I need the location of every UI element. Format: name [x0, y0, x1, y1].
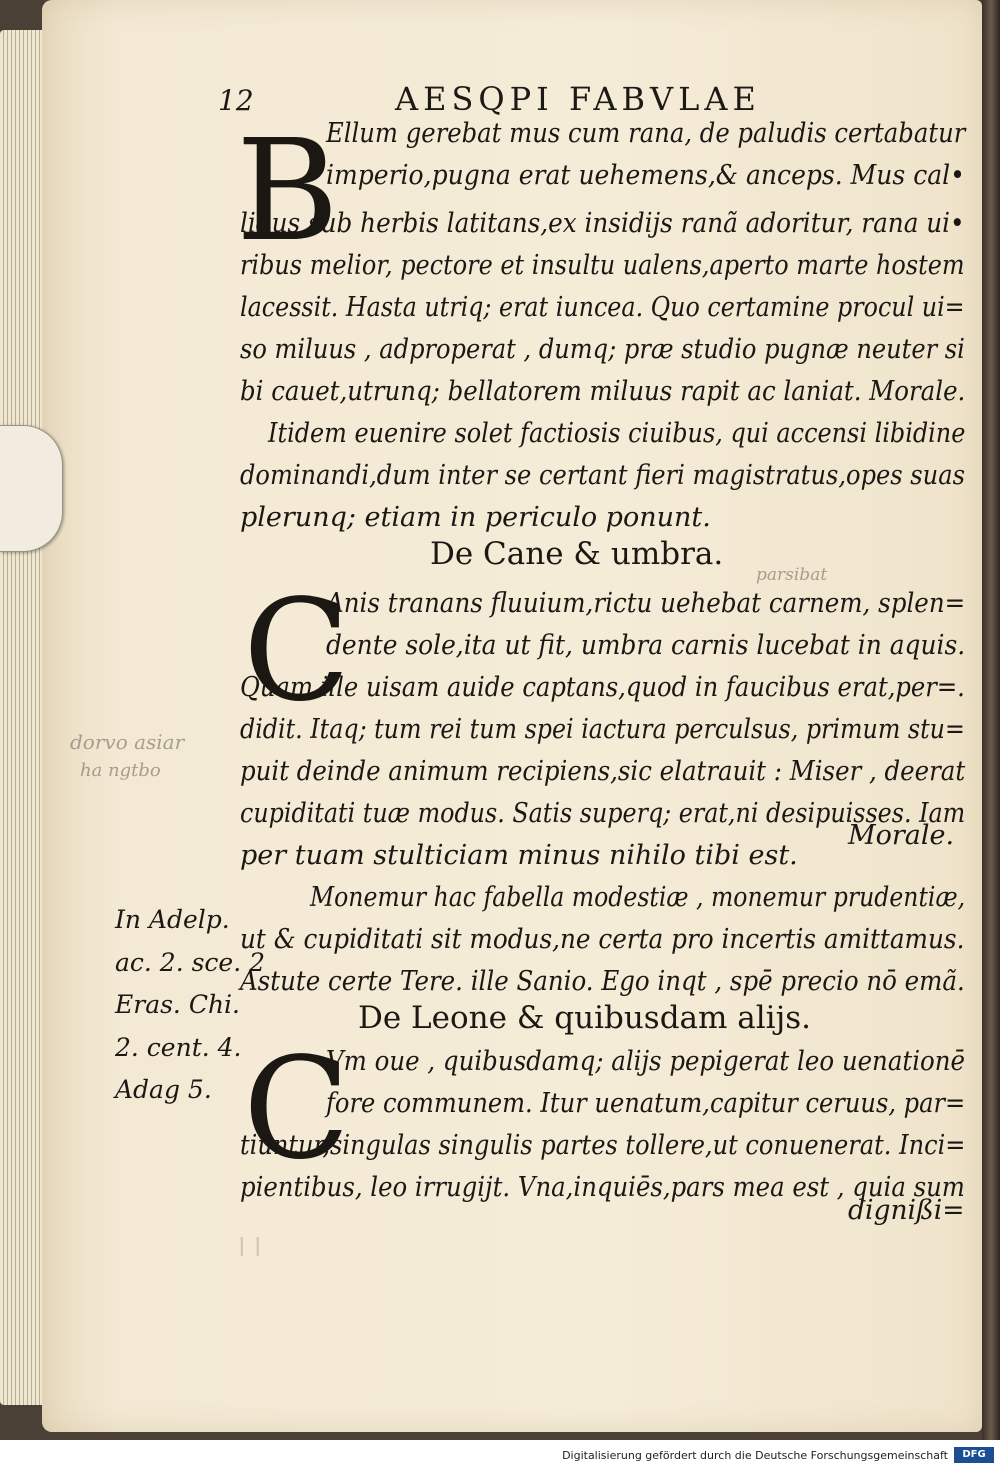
fable1-line-4: ribus melior, pectore et insultu ualens,aperto marte hostem — [240, 250, 965, 281]
fable2-drop-cap: C — [243, 570, 351, 733]
fable3-line-1: Vm oue , quibusdamq; alijs pepigerat leo uenationē — [326, 1046, 966, 1077]
fable2-line-3: Quam ille uisam auide captans,quod in faucibus erat,per=. — [240, 672, 965, 703]
fable1-line-6: so miluus , adproperat , dumq; præ studio pugnæ neuter si — [240, 334, 965, 365]
fable1-line-3: lidus sub herbis latitans,ex insidijs ranã adoritur, rana ui• — [240, 208, 965, 239]
fable3-line-2: fore communem. Itur uenatum,capitur ceruus, par= — [326, 1088, 966, 1119]
fable3-drop-cap: C — [243, 1028, 351, 1191]
book-spine — [982, 0, 1000, 1440]
fable2-line-10: Astute certe Tere. ille Sanio. Ego inqt , spē precio nō emã. — [240, 966, 965, 997]
page-number: 12 — [218, 84, 254, 117]
fable1-line-2: imperio,pugna erat uehemens,& anceps. Mus cal• — [326, 160, 965, 191]
handwritten-note-margin-1: dorvo asiar — [70, 730, 185, 754]
marginal-note-3: Eras. Chi. — [115, 990, 240, 1019]
fable3-line-4: pientibus, leo irrugijt. Vna,inquiēs,pars mea est , quia sum — [240, 1172, 965, 1203]
fable1-line-8: Itidem euenire solet factiosis ciuibus, qui accensi libidine — [268, 418, 966, 449]
page-tab-marker — [0, 425, 63, 552]
fable1-line-7: bi cauet,utrunq; bellatorem miluus rapit ac laniat. Morale. — [240, 376, 966, 407]
fable3-catchword: dignißi= — [848, 1195, 965, 1226]
marginal-note-5: Adag 5. — [115, 1075, 212, 1104]
footer-bar — [0, 1440, 1000, 1471]
fable1-drop-cap: B — [236, 110, 339, 273]
marginal-note-4: 2. cent. 4. — [115, 1033, 242, 1062]
fable1-line-9: dominandi,dum inter se certant fieri magistratus,opes suas — [240, 460, 965, 491]
running-head: AESQPI FABVLAE — [395, 80, 761, 118]
fable3-title: De Leone & quibusdam alijs. — [358, 1000, 811, 1036]
fable1-line-10: plerunq; etiam in periculo ponunt. — [240, 502, 711, 533]
fable2-title: De Cane & umbra. — [430, 536, 724, 572]
marginal-note-2: ac. 2. sce. 2 — [115, 948, 266, 977]
dfg-logo: DFG — [954, 1447, 994, 1463]
fable2-line-9: ut & cupiditati sit modus,ne certa pro incertis amittamus. — [240, 924, 965, 955]
digitization-credit: Digitalisierung gefördert durch die Deutsche Forschungsgemeinschaft — [562, 1449, 948, 1462]
fable3-line-3: tiuntur,singulas singulis partes tollere,ut conuenerat. Inci= — [240, 1130, 966, 1161]
fable2-line-1: Anis tranans fluuium,rictu uehebat carnem, splen= — [326, 588, 966, 619]
fable2-line-2: dente sole,ita ut fit, umbra carnis lucebat in aquis. — [326, 630, 966, 661]
fable2-line-6: cupiditati tuæ modus. Satis superq; erat,ni desipuisses. Iam — [240, 798, 966, 829]
fable2-line-7: per tuam stulticiam minus nihilo tibi est. — [240, 840, 798, 871]
fable2-line-4: didit. Itaq; tum rei tum spei iactura perculsus, primum stu= — [240, 714, 965, 745]
fable2-line-8: Monemur hac fabella modestiæ , monemur prudentiæ, — [310, 882, 966, 913]
fable1-line-5: lacessit. Hasta utriq; erat iuncea. Quo certamine procul ui= — [240, 292, 965, 323]
fable2-line-5: puit deinde animum recipiens,sic elatrauit : Miser , deerat — [240, 756, 966, 787]
handwritten-note-margin-2: ha ngtbo — [80, 760, 161, 781]
fable2-morale-label: Morale. — [848, 820, 955, 851]
marginal-note-1: In Adelp. — [115, 905, 230, 934]
fable1-line-1: Ellum gerebat mus cum rana, de paludis certabatur — [326, 118, 966, 149]
handwritten-note-parsibat: parsibat — [756, 565, 828, 585]
show-through-text: ǀ ǀ — [238, 1233, 262, 1263]
